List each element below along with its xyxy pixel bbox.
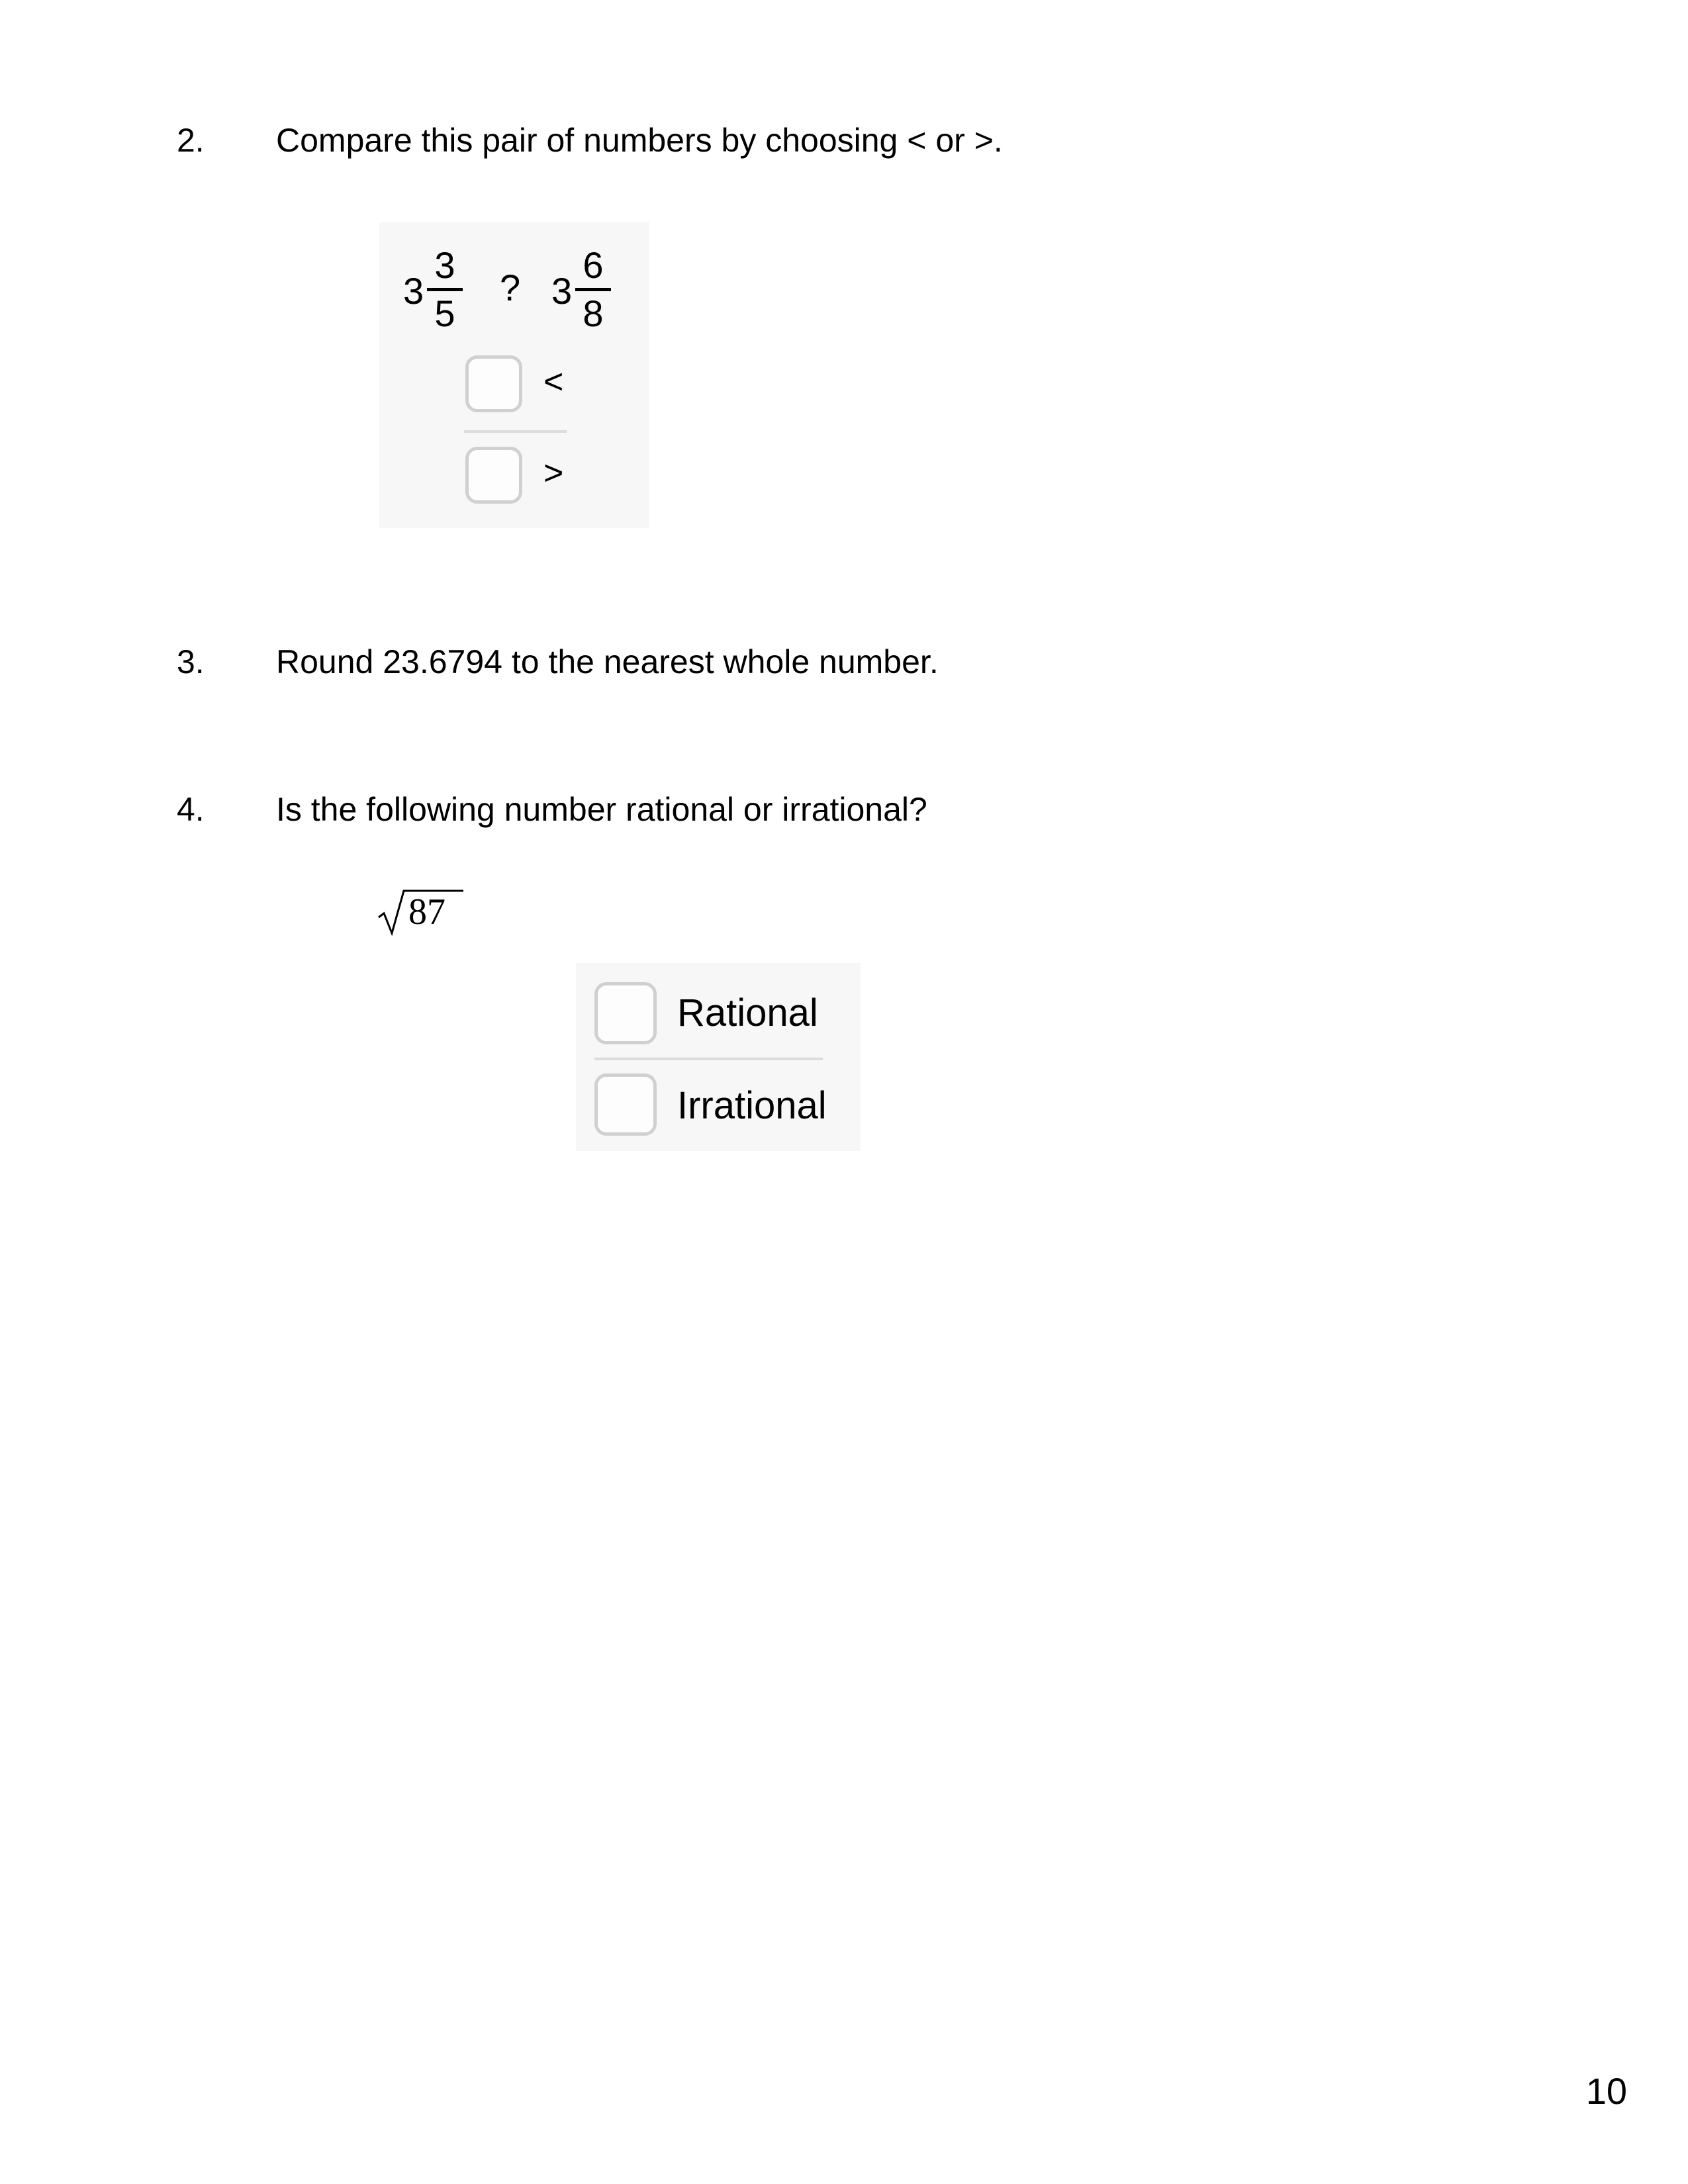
right-numerator: 6 — [583, 244, 604, 286]
option-divider — [464, 430, 567, 433]
comparison-placeholder: ? — [500, 267, 521, 308]
page-number: 10 — [1585, 2070, 1627, 2112]
question-4-number: 4. — [177, 791, 205, 828]
irrational-label: Irrational — [677, 1084, 827, 1127]
question-2-text: Compare this pair of numbers by choosing < or >. — [276, 122, 1003, 159]
fraction-bar — [427, 288, 463, 291]
radicand: 87 — [408, 891, 445, 933]
right-whole: 3 — [551, 270, 573, 312]
left-fraction — [427, 245, 463, 334]
rational-label: Rational — [677, 991, 818, 1034]
question-2-number: 2. — [177, 122, 205, 159]
fraction-bar — [575, 288, 611, 291]
rational-checkbox[interactable] — [594, 982, 657, 1044]
rational-irrational-widget — [576, 963, 861, 1151]
irrational-checkbox[interactable] — [594, 1073, 657, 1136]
option-divider — [594, 1058, 823, 1060]
left-denominator: 5 — [434, 293, 455, 334]
question-3-number: 3. — [177, 643, 205, 680]
right-fraction — [575, 245, 611, 334]
less-than-checkbox[interactable] — [465, 355, 522, 412]
right-denominator: 8 — [583, 293, 604, 334]
question-3-text: Round 23.6794 to the nearest whole number. — [276, 643, 939, 680]
greater-than-label: > — [543, 454, 564, 492]
less-than-label: < — [543, 363, 564, 401]
greater-than-checkbox[interactable] — [465, 447, 522, 504]
left-numerator: 3 — [434, 244, 455, 286]
comparison-widget — [379, 222, 649, 528]
question-4-text: Is the following number rational or irrational? — [276, 791, 927, 828]
left-whole: 3 — [403, 270, 424, 312]
